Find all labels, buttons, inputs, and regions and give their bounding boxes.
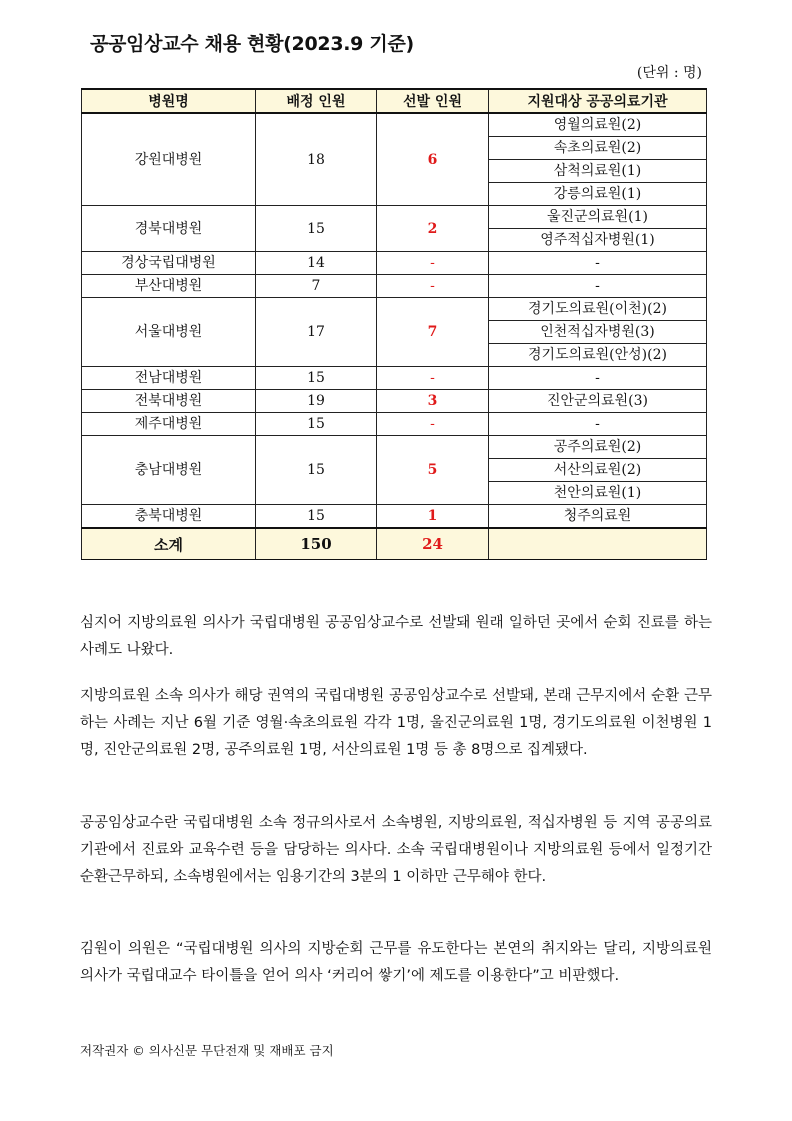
header-hospital: 병원명 (82, 89, 256, 113)
article-paragraph: 공공임상교수란 국립대병원 소속 정규의사로서 소속병원, 지방의료원, 적십자병원 등 지역 공공의료기관에서 진료와 교육수련 등을 담당하는 의사다. 소속 국립대병원이나 지방의료원 등에서 일정기간 순환근무하되, 소속병원에서는 임용기간의 3분의 1 이하만 근무해야 한다. (80, 815, 712, 885)
table-row (82, 275, 707, 298)
support-institution: 경기도의료원(이천)(2) (489, 298, 707, 321)
selected-count: - (377, 275, 489, 298)
hospital-name: 제주대병원 (82, 413, 256, 436)
recruitment-table (81, 88, 707, 560)
total-row (82, 528, 707, 560)
selected-count: 6 (377, 113, 489, 206)
support-institution: 영주적십자병원(1) (489, 229, 707, 252)
page-title: 공공임상교수 채용 현황(2023.9 기준) (90, 33, 414, 55)
copyright-notice: 저작권자 © 의사신문 무단전재 및 재배포 금지 (80, 1043, 334, 1058)
support-institution: 인천적십자병원(3) (489, 321, 707, 344)
header-institutions: 지원대상 공공의료기관 (489, 89, 707, 113)
assigned-count: 14 (256, 252, 377, 275)
table-row (82, 436, 707, 459)
hospital-name: 경북대병원 (82, 206, 256, 252)
header-selected: 선발 인원 (377, 89, 489, 113)
support-institution: 진안군의료원(3) (489, 390, 707, 413)
hospital-name: 경상국립대병원 (82, 252, 256, 275)
hospital-name: 전북대병원 (82, 390, 256, 413)
hospital-name: 전남대병원 (82, 367, 256, 390)
table-row (82, 252, 707, 275)
hospital-name: 강원대병원 (82, 113, 256, 206)
support-institution: 경기도의료원(안성)(2) (489, 344, 707, 367)
assigned-count: 15 (256, 367, 377, 390)
hospital-name: 서울대병원 (82, 298, 256, 367)
table-row (82, 390, 707, 413)
selected-count: 1 (377, 505, 489, 529)
selected-count: 5 (377, 436, 489, 505)
support-institution: 강릉의료원(1) (489, 183, 707, 206)
support-institution: 삼척의료원(1) (489, 160, 707, 183)
table-row (82, 206, 707, 229)
table-row (82, 367, 707, 390)
assigned-count: 7 (256, 275, 377, 298)
table-row (82, 505, 707, 529)
assigned-count: 15 (256, 505, 377, 529)
support-institution: - (489, 252, 707, 275)
article-paragraph: 김원이 의원은 “국립대병원 의사의 지방순회 근무를 유도한다는 본연의 취지와는 달리, 지방의료원 의사가 국립대교수 타이틀을 얻어 의사 ‘커리어 쌓기’에 제도를 이용한다”고 비판했다. (80, 941, 712, 984)
table-row (82, 413, 707, 436)
selected-count: 2 (377, 206, 489, 252)
support-institution: 서산의료원(2) (489, 459, 707, 482)
support-institution: 속초의료원(2) (489, 137, 707, 160)
support-institution: - (489, 367, 707, 390)
selected-count: - (377, 367, 489, 390)
total-assigned: 150 (256, 528, 377, 560)
total-institutions (489, 528, 707, 560)
assigned-count: 18 (256, 113, 377, 206)
assigned-count: 15 (256, 436, 377, 505)
table-row (82, 298, 707, 321)
support-institution: 울진군의료원(1) (489, 206, 707, 229)
article-paragraph: 지방의료원 소속 의사가 해당 권역의 국립대병원 공공임상교수로 선발돼, 본래 근무지에서 순환 근무하는 사례는 지난 6월 기준 영월·속초의료원 각각 1명, 울진군의료원 1명, 경기도의료원 이천병원 1명, 진안군의료원 2명, 공주의료원 1명, 서산의료원 1명 등 총 8명으로 집계됐다. (80, 688, 712, 758)
assigned-count: 15 (256, 206, 377, 252)
total-label: 소계 (82, 528, 256, 560)
total-selected: 24 (377, 528, 489, 560)
hospital-name: 부산대병원 (82, 275, 256, 298)
selected-count: - (377, 413, 489, 436)
support-institution: 청주의료원 (489, 505, 707, 529)
header-assigned: 배정 인원 (256, 89, 377, 113)
hospital-name: 충남대병원 (82, 436, 256, 505)
table-header-row (82, 89, 707, 113)
unit-label: (단위 : 명) (636, 65, 702, 81)
article-paragraph: 심지어 지방의료원 의사가 국립대병원 공공임상교수로 선발돼 원래 일하던 곳에서 순회 진료를 하는 사례도 나왔다. (80, 615, 712, 658)
assigned-count: 15 (256, 413, 377, 436)
assigned-count: 19 (256, 390, 377, 413)
support-institution: - (489, 275, 707, 298)
table-row (82, 113, 707, 137)
table-body (82, 113, 707, 528)
support-institution: 천안의료원(1) (489, 482, 707, 505)
support-institution: 공주의료원(2) (489, 436, 707, 459)
hospital-name: 충북대병원 (82, 505, 256, 529)
assigned-count: 17 (256, 298, 377, 367)
support-institution: - (489, 413, 707, 436)
selected-count: 7 (377, 298, 489, 367)
selected-count: 3 (377, 390, 489, 413)
selected-count: - (377, 252, 489, 275)
support-institution: 영월의료원(2) (489, 113, 707, 137)
